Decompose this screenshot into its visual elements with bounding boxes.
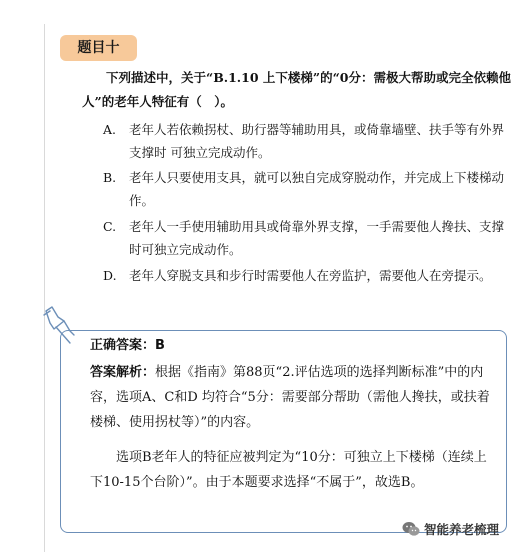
analysis-label: 答案解析： <box>90 365 156 380</box>
option-letter: D. <box>103 268 117 283</box>
option-b <box>103 166 509 212</box>
question-number-badge: 题目十 <box>60 35 137 61</box>
watermark-text: 智能养老梳理 <box>424 522 500 537</box>
option-text: 老年人穿脱支具和步行时需要他人在旁监护，需要他人在旁提示。 <box>129 268 492 283</box>
option-letter: A. <box>103 122 117 137</box>
option-a <box>103 118 509 164</box>
option-text: 老年人一手使用辅助用具或倚靠外界支撑，一手需要他人搀扶、支撑时可独立完成动作。 <box>129 219 505 257</box>
answer-analysis <box>90 360 495 435</box>
option-text: 老年人只要使用支具，就可以独自完成穿脱动作，并完成上下楼梯动作。 <box>129 170 505 208</box>
option-letter: C. <box>103 219 117 234</box>
correct-answer: 正确答案：B <box>90 338 165 353</box>
option-c <box>103 215 509 261</box>
option-letter: B. <box>103 170 117 185</box>
wechat-icon <box>402 521 420 537</box>
answer-note: 选项B老年人的特征应被判定为“10分：可独立上下楼梯（连续上下10-15个台阶）”。由于本题要求选择“不属于”，故选B。 <box>90 450 487 490</box>
option-d <box>103 264 509 287</box>
question-text: 下列描述中，关于“B.1.10 上下楼梯”的“0分：需极大帮助或完全依赖他人”的老年人特征有（ ）。 <box>82 70 511 109</box>
analysis-text: 根据《指南》第88页“2.评估选项的选择判断标准”中的内容，选项A、C和D 均符合“5分：需要部分帮助（需他人搀扶，或扶着楼梯、使用拐杖等）”的内容。 <box>90 365 490 430</box>
option-text: 老年人若依赖拐杖、助行器等辅助用具，或倚靠墙壁、扶手等有外界支撑时 可独立完成动作。 <box>129 122 505 160</box>
pushpin-icon <box>40 303 80 347</box>
watermark <box>402 518 499 540</box>
